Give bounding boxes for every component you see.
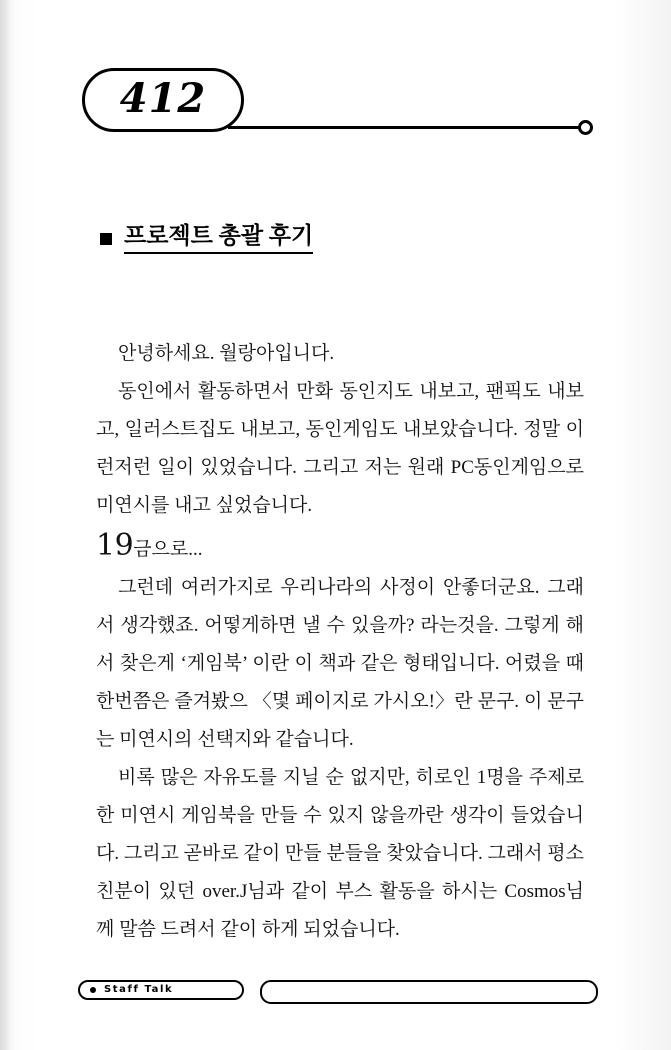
footer-tag-label: Staff Talk (104, 984, 174, 995)
dot-icon (90, 987, 96, 993)
footer-tag (78, 980, 244, 1000)
paragraph: 비록 많은 자유도를 지닐 순 없지만, 히로인 1명을 주제로 한 미연시 게임북을 만들 수 있지 않을까란 생각이 들었습니다. 그리고 곧바로 같이 만들 분들을 찾았습니다. 그래서 평소 친분이 있던 over.J님과 같이 부스 활동을 하시는 Cosmos님께 말씀 드려서 같이 하게 되었습니다. (96, 767, 584, 940)
emphasis-suffix: 금으로... (133, 539, 203, 560)
circle-endpoint-icon (578, 120, 593, 135)
header-rule-icon (228, 126, 582, 129)
page-number: 412 (119, 75, 207, 122)
section-heading (100, 222, 313, 254)
square-bullet-icon (100, 233, 112, 245)
paragraph: 안녕하세요. 월랑아입니다. (118, 343, 335, 364)
body-text (96, 335, 584, 949)
footer-bar (260, 980, 598, 1004)
paragraph: 그런데 여러가지로 우리나라의 사정이 안좋더군요. 그래서 생각했죠. 어떻게하면 낼 수 있을까? 라는것을. 그렇게 해서 찾은게 ‘게임북’ 이란 이 책과 같은 형태입니다. 어렸을 때 한번쯤은 즐겨봤으 〈몇 페이지로 가시오!〉란 문구. 이 문구는 미연시의 선택지와 같습니다. (96, 577, 584, 750)
section-heading-text: 프로젝트 총괄 후기 (124, 222, 313, 254)
page-number-capsule (82, 68, 244, 132)
page-footer (78, 980, 594, 1002)
emphasis-number: 19 (96, 528, 134, 563)
paragraph: 동인에서 활동하면서 만화 동인지도 내보고, 팬픽도 내보고, 일러스트집도 내보고, 동인게임도 내보았습니다. 정말 이런저런 일이 있었습니다. 그리고 저는 원래 PC동인게임으로 미연시를 내고 싶었습니다. (96, 381, 584, 516)
page-header (0, 60, 671, 150)
emphasis-line (96, 527, 584, 569)
